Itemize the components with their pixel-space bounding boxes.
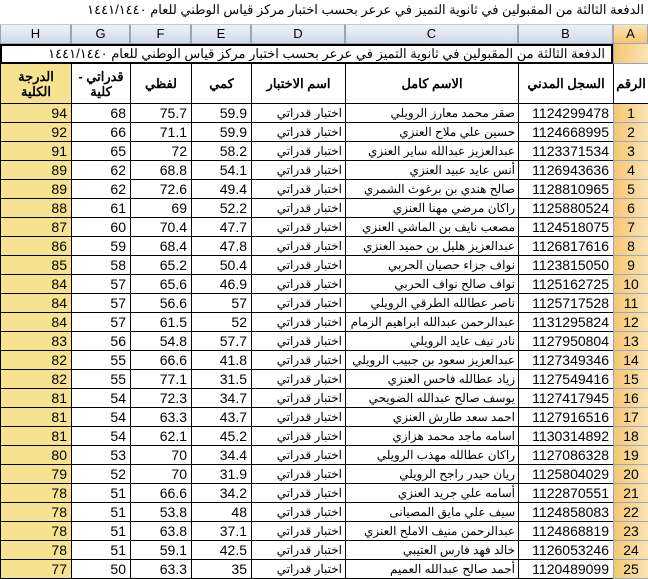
aptitude-cell[interactable]: 65 xyxy=(71,142,130,161)
aptitude-cell[interactable]: 52 xyxy=(71,465,130,484)
test-name-cell[interactable]: اختبار قدراتي xyxy=(251,104,345,123)
name-cell[interactable]: خالد فهد فارس العتيبي xyxy=(345,541,518,560)
row-number[interactable]: 24 xyxy=(613,541,648,560)
row-number[interactable]: 8 xyxy=(613,237,648,256)
quant-cell[interactable]: 42.5 xyxy=(191,541,251,560)
merged-title-cell[interactable]: الدفعة الثالثة من المقبولين في ثانوية التميز في عرعر بحسب اختبار مركز قياس الوطني للعام ١٤٤١/١٤٤٠ xyxy=(0,44,613,64)
row-number[interactable]: 9 xyxy=(613,256,648,275)
table-row xyxy=(0,313,648,332)
row-number[interactable]: 11 xyxy=(613,294,648,313)
verbal-cell[interactable]: 65.6 xyxy=(130,275,191,294)
row-number[interactable]: 15 xyxy=(613,370,648,389)
table-row xyxy=(0,104,648,123)
verbal-cell[interactable]: 62.1 xyxy=(130,427,191,446)
table-row xyxy=(0,541,648,560)
quant-cell[interactable]: 47.8 xyxy=(191,237,251,256)
row-number[interactable]: 6 xyxy=(613,199,648,218)
test-name-cell[interactable]: اختبار قدراتي xyxy=(251,503,345,522)
total-cell[interactable]: 78 xyxy=(0,522,71,541)
total-cell[interactable]: 77 xyxy=(0,560,71,579)
quant-cell[interactable]: 47.7 xyxy=(191,218,251,237)
test-name-cell[interactable]: اختبار قدراتي xyxy=(251,199,345,218)
table-row xyxy=(0,161,648,180)
total-cell[interactable]: 86 xyxy=(0,237,71,256)
aptitude-cell[interactable]: 56 xyxy=(71,332,130,351)
row-number[interactable]: 10 xyxy=(613,275,648,294)
quant-cell[interactable]: 59.9 xyxy=(191,123,251,142)
total-cell[interactable]: 80 xyxy=(0,446,71,465)
header-test-name[interactable]: اسم الاختبار xyxy=(251,64,345,104)
aptitude-cell[interactable]: 66 xyxy=(71,123,130,142)
row-number[interactable]: 3 xyxy=(613,142,648,161)
verbal-cell[interactable]: 63.3 xyxy=(130,560,191,579)
verbal-cell[interactable]: 66.6 xyxy=(130,484,191,503)
header-quant[interactable]: كمي xyxy=(191,64,251,104)
quant-cell[interactable]: 34.7 xyxy=(191,389,251,408)
quant-cell[interactable]: 49.4 xyxy=(191,180,251,199)
name-cell[interactable]: عبدالرحمن عبدالله ابراهيم الزمام xyxy=(345,313,518,332)
aptitude-cell[interactable]: 57 xyxy=(71,275,130,294)
table-row xyxy=(0,180,648,199)
test-name-cell[interactable]: اختبار قدراتي xyxy=(251,313,345,332)
verbal-cell[interactable]: 61.5 xyxy=(130,313,191,332)
civil-id-cell[interactable]: 1127916516 xyxy=(518,408,613,427)
civil-id-cell[interactable]: 1124868819 xyxy=(518,522,613,541)
total-cell[interactable]: 78 xyxy=(0,503,71,522)
total-cell[interactable]: 78 xyxy=(0,541,71,560)
test-name-cell[interactable]: اختبار قدراتي xyxy=(251,332,345,351)
test-name-cell[interactable]: اختبار قدراتي xyxy=(251,408,345,427)
row-number[interactable]: 12 xyxy=(613,313,648,332)
header-total[interactable]: الدرجة الكلية xyxy=(0,64,71,104)
verbal-cell[interactable]: 63.8 xyxy=(130,522,191,541)
name-cell[interactable]: سيف علي مايق المصيانى xyxy=(345,503,518,522)
civil-id-cell[interactable]: 1130314892 xyxy=(518,427,613,446)
column-header-bar xyxy=(0,24,648,44)
name-cell[interactable]: حسين علي ملاح العنزي xyxy=(345,123,518,142)
total-cell[interactable]: 79 xyxy=(0,465,71,484)
row-number[interactable]: 17 xyxy=(613,408,648,427)
name-cell[interactable]: نادر نيف عايد الرويلي xyxy=(345,332,518,351)
row-number[interactable]: 1 xyxy=(613,104,648,123)
total-cell[interactable]: 81 xyxy=(0,427,71,446)
test-name-cell[interactable]: اختبار قدراتي xyxy=(251,446,345,465)
aptitude-cell[interactable]: 51 xyxy=(71,484,130,503)
name-cell[interactable]: عبدالرحمن منيف الاملح العنزي xyxy=(345,522,518,541)
verbal-cell[interactable]: 70 xyxy=(130,446,191,465)
name-cell[interactable]: اسامه ماجد محمد هزازي xyxy=(345,427,518,446)
civil-id-cell[interactable]: 1124668995 xyxy=(518,123,613,142)
civil-id-cell[interactable]: 1126943636 xyxy=(518,161,613,180)
civil-id-cell[interactable]: 1126053246 xyxy=(518,541,613,560)
verbal-cell[interactable]: 77.1 xyxy=(130,370,191,389)
verbal-cell[interactable]: 72.6 xyxy=(130,180,191,199)
test-name-cell[interactable]: اختبار قدراتي xyxy=(251,218,345,237)
name-cell[interactable]: أسامه علي جريد العنزي xyxy=(345,484,518,503)
test-name-cell[interactable]: اختبار قدراتي xyxy=(251,522,345,541)
test-name-cell[interactable]: اختبار قدراتي xyxy=(251,351,345,370)
quant-cell[interactable]: 35 xyxy=(191,560,251,579)
table-row xyxy=(0,370,648,389)
quant-cell[interactable]: 46.9 xyxy=(191,275,251,294)
table-row xyxy=(0,465,648,484)
table-row xyxy=(0,256,648,275)
total-cell[interactable]: 84 xyxy=(0,294,71,313)
total-cell[interactable]: 85 xyxy=(0,256,71,275)
verbal-cell[interactable]: 66.6 xyxy=(130,351,191,370)
row-number[interactable]: 23 xyxy=(613,522,648,541)
total-cell[interactable]: 88 xyxy=(0,199,71,218)
aptitude-cell[interactable]: 57 xyxy=(71,313,130,332)
table-header-row xyxy=(0,64,648,104)
row-number[interactable]: 22 xyxy=(613,503,648,522)
aptitude-cell[interactable]: 58 xyxy=(71,256,130,275)
verbal-cell[interactable]: 53.8 xyxy=(130,503,191,522)
table-row xyxy=(0,218,648,237)
quant-cell[interactable]: 52 xyxy=(191,313,251,332)
civil-id-cell[interactable]: 1124858083 xyxy=(518,503,613,522)
quant-cell[interactable]: 31.9 xyxy=(191,465,251,484)
aptitude-cell[interactable]: 57 xyxy=(71,294,130,313)
test-name-cell[interactable]: اختبار قدراتي xyxy=(251,294,345,313)
name-cell[interactable]: مصعب نايف بن الماشي العنزي xyxy=(345,218,518,237)
total-cell[interactable]: 81 xyxy=(0,408,71,427)
total-cell[interactable]: 92 xyxy=(0,123,71,142)
header-full-name[interactable]: الاسم كامل xyxy=(345,64,518,104)
aptitude-cell[interactable]: 53 xyxy=(71,446,130,465)
verbal-cell[interactable]: 70 xyxy=(130,465,191,484)
civil-id-cell[interactable]: 1127349346 xyxy=(518,351,613,370)
civil-id-cell[interactable]: 1125717528 xyxy=(518,294,613,313)
aptitude-cell[interactable]: 55 xyxy=(71,351,130,370)
civil-id-cell[interactable]: 1125162725 xyxy=(518,275,613,294)
column-header-f[interactable]: F xyxy=(130,24,191,44)
test-name-cell[interactable]: اختبار قدراتي xyxy=(251,560,345,579)
civil-id-cell[interactable]: 1127086328 xyxy=(518,446,613,465)
test-name-cell[interactable]: اختبار قدراتي xyxy=(251,541,345,560)
quant-cell[interactable]: 59.9 xyxy=(191,104,251,123)
row-number[interactable]: 16 xyxy=(613,389,648,408)
name-cell[interactable]: صالح هندي بن برغوث الشمري xyxy=(345,180,518,199)
verbal-cell[interactable]: 68.8 xyxy=(130,161,191,180)
quant-cell[interactable]: 34.2 xyxy=(191,484,251,503)
civil-id-cell[interactable]: 1120489099 xyxy=(518,560,613,579)
test-name-cell[interactable]: اختبار قدراتي xyxy=(251,237,345,256)
column-header-d[interactable]: D xyxy=(251,24,345,44)
name-cell[interactable]: ريان حيدر راجح الرويلي xyxy=(345,465,518,484)
aptitude-cell[interactable]: 54 xyxy=(71,427,130,446)
civil-id-cell[interactable]: 1122870551 xyxy=(518,484,613,503)
sheet-title-line: الدفعة الثالثة من المقبولين في ثانوية التميز في عرعر بحسب اختبار مركز قياس الوطني للعام ١٤٤١/١٤٤٠ xyxy=(87,2,644,17)
table-row xyxy=(0,199,648,218)
verbal-cell[interactable]: 54.8 xyxy=(130,332,191,351)
verbal-cell[interactable]: 72.3 xyxy=(130,389,191,408)
test-name-cell[interactable]: اختبار قدراتي xyxy=(251,370,345,389)
quant-cell[interactable]: 31.5 xyxy=(191,370,251,389)
table-row xyxy=(0,275,648,294)
quant-cell[interactable]: 37.1 xyxy=(191,522,251,541)
total-cell[interactable]: 82 xyxy=(0,351,71,370)
quant-cell[interactable]: 58.2 xyxy=(191,142,251,161)
row-number[interactable]: 4 xyxy=(613,161,648,180)
name-cell[interactable]: راكان عطالله مهذب الرويلي xyxy=(345,446,518,465)
header-aptitude[interactable]: قدراتي - كلية xyxy=(71,64,130,104)
row-number[interactable]: 7 xyxy=(613,218,648,237)
table-row xyxy=(0,503,648,522)
aptitude-cell[interactable]: 54 xyxy=(71,408,130,427)
verbal-cell[interactable]: 69 xyxy=(130,199,191,218)
name-cell[interactable]: ناصر عطالله الطرقي الرويلي xyxy=(345,294,518,313)
total-cell[interactable]: 84 xyxy=(0,313,71,332)
name-cell[interactable]: احمد سعد طارش العنزي xyxy=(345,408,518,427)
table-row xyxy=(0,389,648,408)
civil-id-cell[interactable]: 1125880524 xyxy=(518,199,613,218)
total-cell[interactable]: 84 xyxy=(0,275,71,294)
aptitude-cell[interactable]: 54 xyxy=(71,389,130,408)
aptitude-cell[interactable]: 62 xyxy=(71,180,130,199)
total-cell[interactable]: 83 xyxy=(0,332,71,351)
header-verbal[interactable]: لفظي xyxy=(130,64,191,104)
verbal-cell[interactable]: 68.4 xyxy=(130,237,191,256)
column-header-b[interactable]: B xyxy=(518,24,613,44)
table-row xyxy=(0,294,648,313)
civil-id-cell[interactable]: 1127417945 xyxy=(518,389,613,408)
table-row xyxy=(0,142,648,161)
table-row xyxy=(0,522,648,541)
test-name-cell[interactable]: اختبار قدراتي xyxy=(251,484,345,503)
quant-cell[interactable]: 57.7 xyxy=(191,332,251,351)
civil-id-cell[interactable]: 1131295824 xyxy=(518,313,613,332)
quant-cell[interactable]: 52.2 xyxy=(191,199,251,218)
verbal-cell[interactable]: 71.1 xyxy=(130,123,191,142)
aptitude-cell[interactable]: 62 xyxy=(71,161,130,180)
total-cell[interactable]: 78 xyxy=(0,484,71,503)
quant-cell[interactable]: 48 xyxy=(191,503,251,522)
test-name-cell[interactable]: اختبار قدراتي xyxy=(251,256,345,275)
header-rank[interactable]: الرقم xyxy=(613,64,648,104)
aptitude-cell[interactable]: 68 xyxy=(71,104,130,123)
aptitude-cell[interactable]: 51 xyxy=(71,503,130,522)
test-name-cell[interactable]: اختبار قدراتي xyxy=(251,275,345,294)
column-header-c[interactable]: C xyxy=(345,24,518,44)
total-cell[interactable]: 94 xyxy=(0,104,71,123)
quant-cell[interactable]: 41.8 xyxy=(191,351,251,370)
row-number[interactable]: 25 xyxy=(613,560,648,579)
table-row xyxy=(0,446,648,465)
verbal-cell[interactable]: 63.3 xyxy=(130,408,191,427)
table-body xyxy=(0,104,648,579)
total-cell[interactable]: 89 xyxy=(0,161,71,180)
table-row xyxy=(0,123,648,142)
table-row xyxy=(0,351,648,370)
name-cell[interactable]: راكان مرضي مهنا العنزي xyxy=(345,199,518,218)
table-row xyxy=(0,408,648,427)
row-number[interactable]: 14 xyxy=(613,351,648,370)
quant-cell[interactable]: 34.4 xyxy=(191,446,251,465)
name-cell[interactable]: عبدالعزيز سعود بن جبيب الرويلي xyxy=(345,351,518,370)
table-row xyxy=(0,484,648,503)
quant-cell[interactable]: 43.7 xyxy=(191,408,251,427)
test-name-cell[interactable]: اختبار قدراتي xyxy=(251,123,345,142)
name-cell[interactable]: نواف جزاء حصيان الحربي xyxy=(345,256,518,275)
quant-cell[interactable]: 45.2 xyxy=(191,427,251,446)
table-row xyxy=(0,427,648,446)
civil-id-cell[interactable]: 1128810965 xyxy=(518,180,613,199)
name-cell[interactable]: أنس عايد عبيد العنزي xyxy=(345,161,518,180)
row-number[interactable]: 20 xyxy=(613,465,648,484)
row-number[interactable]: 21 xyxy=(613,484,648,503)
name-cell[interactable]: صقر محمد معارز الرويلي xyxy=(345,104,518,123)
test-name-cell[interactable]: اختبار قدراتي xyxy=(251,465,345,484)
aptitude-cell[interactable]: 61 xyxy=(71,199,130,218)
civil-id-cell[interactable]: 1124518075 xyxy=(518,218,613,237)
quant-cell[interactable]: 57 xyxy=(191,294,251,313)
table-row xyxy=(0,237,648,256)
row-number-empty[interactable] xyxy=(613,44,648,64)
row-number[interactable]: 5 xyxy=(613,180,648,199)
verbal-cell[interactable]: 70.4 xyxy=(130,218,191,237)
name-cell[interactable]: نواف صالح نواف الحربي xyxy=(345,275,518,294)
civil-id-cell[interactable]: 1127950804 xyxy=(518,332,613,351)
column-header-a[interactable]: A xyxy=(613,24,648,44)
header-civil-id[interactable]: السجل المدني xyxy=(518,64,613,104)
aptitude-cell[interactable]: 51 xyxy=(71,522,130,541)
total-cell[interactable]: 87 xyxy=(0,218,71,237)
test-name-cell[interactable]: اختبار قدراتي xyxy=(251,180,345,199)
name-cell[interactable]: عبدالعزيز عبدالله ساير العنزي xyxy=(345,142,518,161)
aptitude-cell[interactable]: 55 xyxy=(71,370,130,389)
test-name-cell[interactable]: اختبار قدراتي xyxy=(251,427,345,446)
row-number[interactable]: 18 xyxy=(613,427,648,446)
merged-title-row xyxy=(0,44,648,64)
verbal-cell[interactable]: 56.6 xyxy=(130,294,191,313)
total-cell[interactable]: 82 xyxy=(0,370,71,389)
total-cell[interactable]: 89 xyxy=(0,180,71,199)
row-number[interactable]: 2 xyxy=(613,123,648,142)
aptitude-cell[interactable]: 59 xyxy=(71,237,130,256)
table-row xyxy=(0,332,648,351)
test-name-cell[interactable]: اختبار قدراتي xyxy=(251,161,345,180)
verbal-cell[interactable]: 65.2 xyxy=(130,256,191,275)
name-cell[interactable]: يوسف صالح عبدالله الضويحي xyxy=(345,389,518,408)
civil-id-cell[interactable]: 1125804029 xyxy=(518,465,613,484)
civil-id-cell[interactable]: 1127549416 xyxy=(518,370,613,389)
table-row xyxy=(0,560,648,579)
total-cell[interactable]: 81 xyxy=(0,389,71,408)
verbal-cell[interactable]: 75.7 xyxy=(130,104,191,123)
total-cell[interactable]: 91 xyxy=(0,142,71,161)
row-number[interactable]: 19 xyxy=(613,446,648,465)
name-cell[interactable]: زياد عطالله فاحس العنزي xyxy=(345,370,518,389)
column-header-g[interactable]: G xyxy=(71,24,130,44)
aptitude-cell[interactable]: 60 xyxy=(71,218,130,237)
row-number[interactable]: 13 xyxy=(613,332,648,351)
aptitude-cell[interactable]: 51 xyxy=(71,541,130,560)
test-name-cell[interactable]: اختبار قدراتي xyxy=(251,142,345,161)
civil-id-cell[interactable]: 1123815050 xyxy=(518,256,613,275)
verbal-cell[interactable]: 72 xyxy=(130,142,191,161)
column-header-e[interactable]: E xyxy=(191,24,251,44)
name-cell[interactable]: أحمد صالح عبدالله العميم xyxy=(345,560,518,579)
civil-id-cell[interactable]: 1124299478 xyxy=(518,104,613,123)
quant-cell[interactable]: 50.4 xyxy=(191,256,251,275)
civil-id-cell[interactable]: 1123371534 xyxy=(518,142,613,161)
verbal-cell[interactable]: 59.1 xyxy=(130,541,191,560)
civil-id-cell[interactable]: 1126817616 xyxy=(518,237,613,256)
test-name-cell[interactable]: اختبار قدراتي xyxy=(251,389,345,408)
aptitude-cell[interactable]: 50 xyxy=(71,560,130,579)
name-cell[interactable]: عبدالعزيز هليل بن حميد العنزي xyxy=(345,237,518,256)
quant-cell[interactable]: 54.1 xyxy=(191,161,251,180)
column-header-h[interactable]: H xyxy=(0,24,71,44)
